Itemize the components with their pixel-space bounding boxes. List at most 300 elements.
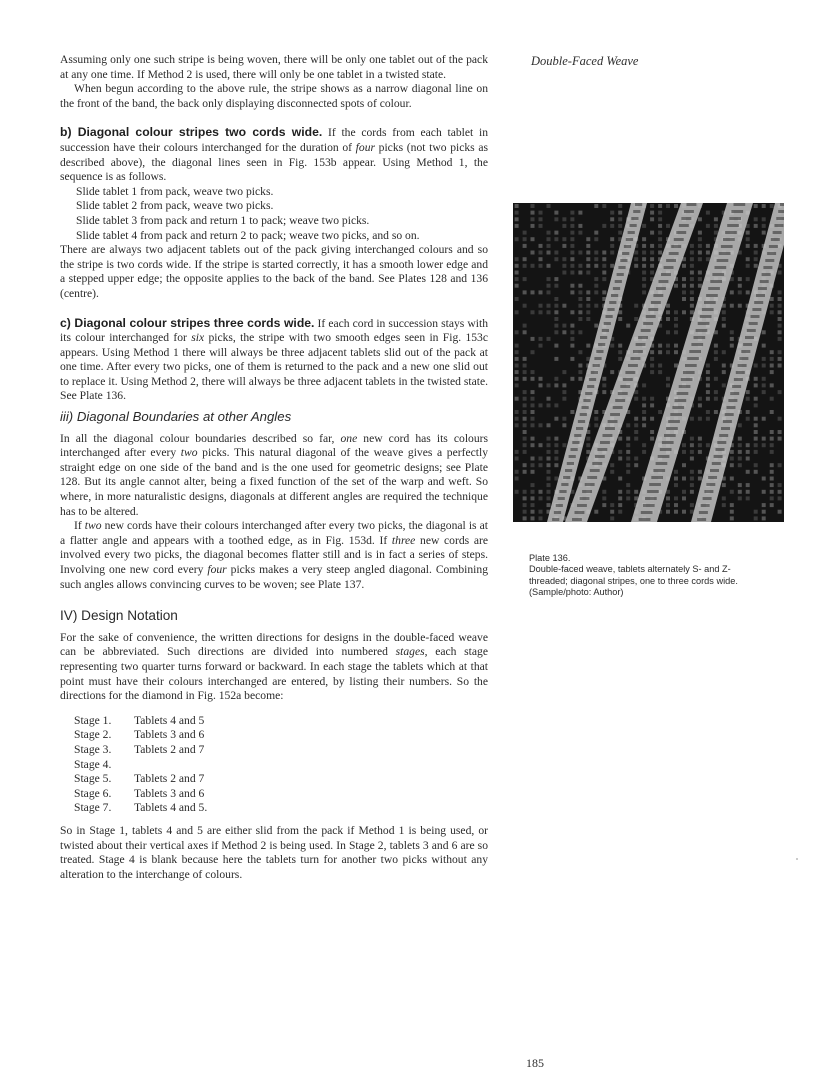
weave-texture-dot <box>722 503 726 507</box>
stripe-texture-mark <box>728 399 737 402</box>
weave-texture-dot <box>682 450 686 454</box>
stripe-texture-mark <box>597 448 607 451</box>
stripe-texture-mark <box>611 294 618 297</box>
weave-texture-dot <box>698 231 702 235</box>
stripe-texture-mark <box>666 259 676 262</box>
weave-texture-dot <box>531 503 535 507</box>
weave-texture-dot <box>515 364 519 368</box>
weave-texture-dot <box>554 277 558 281</box>
weave-texture-dot <box>666 383 670 387</box>
weave-texture-dot <box>523 290 527 294</box>
weave-texture-dot <box>547 457 551 461</box>
stripe-texture-mark <box>704 301 716 304</box>
weave-texture-dot <box>515 224 519 228</box>
weave-texture-dot <box>626 496 630 500</box>
weave-texture-dot <box>698 403 702 407</box>
plate-title: Plate 136. <box>529 553 571 563</box>
weave-texture-dot <box>690 310 694 314</box>
weave-texture-dot <box>770 437 774 441</box>
weave-texture-dot <box>531 204 535 208</box>
weave-texture-dot <box>770 443 774 447</box>
weave-texture-dot <box>770 410 774 414</box>
stripe-texture-mark <box>727 224 739 227</box>
stripe-texture-mark <box>628 364 638 367</box>
weave-texture-dot <box>730 510 734 514</box>
weave-texture-dot <box>523 423 527 427</box>
weave-texture-dot <box>754 450 758 454</box>
weave-texture-dot <box>570 211 574 215</box>
weave-texture-dot <box>770 503 774 507</box>
weave-texture-dot <box>770 310 774 314</box>
weave-texture-dot <box>618 496 622 500</box>
weave-texture-dot <box>515 344 519 348</box>
stripe-texture-mark <box>675 399 687 402</box>
weave-texture-dot <box>562 217 566 221</box>
weave-texture-dot <box>602 496 606 500</box>
weave-texture-dot <box>554 297 558 301</box>
weave-texture-dot <box>531 370 535 374</box>
weave-texture-dot <box>586 310 590 314</box>
weave-texture-dot <box>602 224 606 228</box>
section-iv-paragraph-2: So in Stage 1, tablets 4 and 5 are either slid from the pack if Method 1 is being used, or twisted about their vertical axes if Method 2 is being used. In Stage 2, tablets 3 and 6 are so treated. Stage 4 is blank because here the tablets turn for another two picks without any alteration to the interchange of colours. <box>60 823 488 881</box>
weave-texture-dot <box>523 437 527 441</box>
weave-texture-dot <box>690 437 694 441</box>
list-item: Slide tablet 1 from pack, weave two picks. <box>76 184 274 198</box>
weave-texture-dot <box>658 237 662 241</box>
weave-texture-dot <box>738 496 742 500</box>
weave-texture-dot <box>586 290 590 294</box>
weave-texture-dot <box>634 390 638 394</box>
weave-texture-dot <box>523 403 527 407</box>
weave-texture-dot <box>578 231 582 235</box>
weave-texture-dot <box>746 470 750 474</box>
stripe-texture-mark <box>577 504 587 507</box>
weave-texture-dot <box>618 224 622 228</box>
weave-texture-dot <box>515 350 519 354</box>
stripe-texture-mark <box>628 231 635 234</box>
stripe-texture-mark <box>780 203 784 206</box>
weave-texture-dot <box>762 224 766 228</box>
weave-texture-dot <box>523 257 527 261</box>
weave-texture-dot <box>666 304 670 308</box>
weave-texture-dot <box>515 490 519 494</box>
weave-texture-dot <box>690 290 694 294</box>
weave-texture-dot <box>570 271 574 275</box>
weave-texture-dot <box>738 284 742 288</box>
weave-texture-dot <box>770 496 774 500</box>
weave-texture-dot <box>570 290 574 294</box>
weave-texture-dot <box>770 397 774 401</box>
weave-texture-dot <box>778 310 782 314</box>
weave-texture-dot <box>754 257 758 261</box>
table-row: Stage 7. Tablets 4 and 5. <box>74 801 208 815</box>
weave-texture-dot <box>650 417 654 421</box>
weave-texture-dot <box>682 310 686 314</box>
weave-texture-dot <box>539 251 543 255</box>
weave-texture-dot <box>666 344 670 348</box>
weave-texture-dot <box>515 257 519 261</box>
stripe-texture-mark <box>685 364 697 367</box>
weave-texture-dot <box>642 403 646 407</box>
weave-texture-dot <box>594 423 598 427</box>
page-speck <box>796 858 798 860</box>
weave-texture-dot <box>642 410 646 414</box>
stripe-texture-mark <box>767 252 776 255</box>
stripe-texture-mark <box>771 238 780 241</box>
weave-texture-dot <box>547 397 551 401</box>
stripe-texture-mark <box>590 469 600 472</box>
weave-texture-dot <box>738 483 742 487</box>
weave-texture-dot <box>754 443 758 447</box>
weave-texture-dot <box>746 264 750 268</box>
weave-texture-dot <box>554 237 558 241</box>
weave-texture-dot <box>746 490 750 494</box>
weave-texture-dot <box>674 350 678 354</box>
stripe-texture-mark <box>554 511 561 514</box>
weave-texture-dot <box>602 383 606 387</box>
weave-texture-dot <box>554 284 558 288</box>
weave-texture-dot <box>602 251 606 255</box>
weave-texture-dot <box>650 397 654 401</box>
weave-texture-dot <box>706 443 710 447</box>
stripe-texture-mark <box>681 378 693 381</box>
weave-texture-dot <box>698 477 702 481</box>
weave-texture-dot <box>618 310 622 314</box>
stripe-texture-mark <box>729 217 741 220</box>
weave-texture-dot <box>778 317 782 321</box>
weave-texture-dot <box>531 377 535 381</box>
stripe-texture-mark <box>589 378 596 381</box>
weave-texture-dot <box>547 204 551 208</box>
weave-texture-dot <box>626 423 630 427</box>
weave-texture-dot <box>770 490 774 494</box>
weave-texture-dot <box>634 430 638 434</box>
weave-texture-dot <box>570 410 574 414</box>
weave-texture-dot <box>531 217 535 221</box>
weave-texture-dot <box>610 344 614 348</box>
weave-texture-dot <box>634 257 638 261</box>
stripe-texture-mark <box>684 210 694 213</box>
weave-texture-dot <box>754 224 758 228</box>
plate-136-photo <box>513 203 784 522</box>
weave-texture-dot <box>642 224 646 228</box>
weave-texture-dot <box>594 417 598 421</box>
section-b-paragraph <box>60 125 488 184</box>
weave-texture-dot <box>594 324 598 328</box>
weave-texture-dot <box>539 217 543 221</box>
weave-texture-dot <box>650 217 654 221</box>
weave-texture-dot <box>754 251 758 255</box>
weave-texture-dot <box>762 503 766 507</box>
stripe-texture-mark <box>775 224 784 227</box>
section-c-text-2: picks, the stripe with two smooth edges seen in Fig. 153c appears. Using Method 1 there will always be three adjacent tablets slid out of the pack at one time. After every two picks, one of them is returned to the pack and a new one slid out to replace it. Using Method 2, there will always be three adjacent tablets in the twisted state. See Plate 136. <box>60 331 488 403</box>
stripe-texture-mark <box>615 399 625 402</box>
weave-texture-dot <box>578 264 582 268</box>
weave-texture-dot <box>778 483 782 487</box>
stripe-texture-mark <box>582 490 592 493</box>
stripe-texture-mark <box>602 329 609 332</box>
stripe-texture-mark <box>645 497 657 500</box>
weave-texture-dot <box>682 264 686 268</box>
weave-texture-dot <box>531 496 535 500</box>
weave-texture-dot <box>602 257 606 261</box>
list-item: Slide tablet 2 from pack, weave two picks. <box>76 199 274 213</box>
weave-texture-dot <box>650 244 654 248</box>
weave-texture-dot <box>523 324 527 328</box>
stripe-texture-mark <box>585 483 595 486</box>
weave-texture-dot <box>515 377 519 381</box>
weave-texture-dot <box>714 350 718 354</box>
weave-texture-dot <box>690 304 694 308</box>
weave-texture-dot <box>578 370 582 374</box>
weave-texture-dot <box>626 463 630 467</box>
weave-texture-dot <box>634 251 638 255</box>
weave-texture-dot <box>730 490 734 494</box>
weave-texture-dot <box>746 277 750 281</box>
weave-texture-dot <box>730 450 734 454</box>
section-iv-paragraph-1: For the sake of convenience, the written directions for designs in the double-faced weave can be abbreviated. Such directions are divided into numbered stages, each stage representing two quarter turns forward or backward. In each stage the tablets which at that point must have their colours interchanged are entered, by listing their numbers. So the directions for the diamond in Fig. 152a become: <box>60 630 488 703</box>
weave-texture-dot <box>634 417 638 421</box>
weave-texture-dot <box>554 383 558 387</box>
table-row: Stage 6. Tablets 3 and 6 <box>74 786 205 800</box>
stripe-texture-mark <box>556 504 563 507</box>
weave-texture-dot <box>523 277 527 281</box>
weave-texture-dot <box>531 510 535 514</box>
weave-texture-dot <box>738 290 742 294</box>
weave-texture-dot <box>778 290 782 294</box>
weave-texture-dot <box>570 264 574 268</box>
weave-texture-dot <box>690 477 694 481</box>
weave-texture-dot <box>634 397 638 401</box>
weave-texture-dot <box>531 211 535 215</box>
weave-texture-dot <box>682 297 686 301</box>
weave-texture-dot <box>578 211 582 215</box>
stripe-texture-mark <box>668 420 680 423</box>
stripe-texture-mark <box>618 392 628 395</box>
weave-texture-dot <box>594 237 598 241</box>
weave-texture-dot <box>666 490 670 494</box>
stripe-texture-mark <box>641 511 653 514</box>
section-c-emphasis: six <box>191 331 205 345</box>
weave-texture-dot <box>658 410 662 414</box>
section-b-heading: b) Diagonal colour stripes two cords wide. <box>60 125 323 140</box>
weave-texture-dot <box>586 344 590 348</box>
weave-texture-dot <box>554 377 558 381</box>
weave-texture-dot <box>714 344 718 348</box>
weave-texture-dot <box>547 463 551 467</box>
weave-texture-dot <box>754 377 758 381</box>
stripe-texture-mark <box>647 490 659 493</box>
weave-texture-dot <box>618 477 622 481</box>
weave-texture-dot <box>698 251 702 255</box>
weave-texture-dot <box>746 496 750 500</box>
weave-texture-dot <box>746 457 750 461</box>
weave-texture-dot <box>547 490 551 494</box>
weave-texture-dot <box>674 510 678 514</box>
weave-texture-dot <box>618 490 622 494</box>
weave-texture-dot <box>666 310 670 314</box>
stripe-texture-mark <box>603 434 613 437</box>
weave-texture-dot <box>722 310 726 314</box>
weave-texture-dot <box>738 457 742 461</box>
weave-texture-dot <box>531 417 535 421</box>
weave-texture-dot <box>523 443 527 447</box>
weave-texture-dot <box>602 290 606 294</box>
weave-texture-dot <box>674 324 678 328</box>
woven-band-image <box>513 203 784 522</box>
weave-texture-dot <box>610 470 614 474</box>
weave-texture-dot <box>674 483 678 487</box>
stripe-texture-mark <box>561 483 568 486</box>
weave-texture-dot <box>650 357 654 361</box>
weave-texture-dot <box>523 430 527 434</box>
weave-texture-dot <box>539 423 543 427</box>
weave-texture-dot <box>746 417 750 421</box>
weave-texture-dot <box>626 483 630 487</box>
weave-texture-dot <box>738 423 742 427</box>
weave-texture-dot <box>650 350 654 354</box>
weave-texture-dot <box>626 450 630 454</box>
weave-texture-dot <box>515 410 519 414</box>
stripe-texture-mark <box>585 392 592 395</box>
stripe-texture-mark <box>660 448 672 451</box>
weave-texture-dot <box>762 377 766 381</box>
weave-texture-dot <box>515 477 519 481</box>
weave-texture-dot <box>650 370 654 374</box>
weave-texture-dot <box>650 251 654 255</box>
list-item: Slide tablet 3 from pack and return 1 to pack; weave two picks. <box>76 213 370 227</box>
weave-texture-dot <box>523 496 527 500</box>
weave-texture-dot <box>554 317 558 321</box>
table-row: Stage 5. Tablets 2 and 7 <box>74 772 205 786</box>
stripe-texture-mark <box>592 462 602 465</box>
stripe-texture-mark <box>653 294 663 297</box>
weave-texture-dot <box>610 264 614 268</box>
weave-texture-dot <box>554 403 558 407</box>
stripe-texture-mark <box>752 308 761 311</box>
weave-texture-dot <box>746 244 750 248</box>
weave-texture-dot <box>770 370 774 374</box>
weave-texture-dot <box>658 244 662 248</box>
weave-texture-dot <box>658 344 662 348</box>
paragraph-intro-2: When begun according to the above rule, the stripe shows as a narrow diagonal line on the front of the band, the back only displaying disconnected spots of colour. <box>60 82 488 110</box>
weave-texture-dot <box>634 437 638 441</box>
weave-texture-dot <box>762 516 766 520</box>
stripe-texture-mark <box>679 224 689 227</box>
stripe-texture-mark <box>607 308 614 311</box>
weave-texture-dot <box>778 357 782 361</box>
weave-texture-dot <box>738 450 742 454</box>
stripe-texture-mark <box>569 455 576 458</box>
weave-texture-dot <box>642 284 646 288</box>
weave-texture-dot <box>714 377 718 381</box>
weave-texture-dot <box>698 450 702 454</box>
weave-texture-dot <box>515 297 519 301</box>
weave-texture-dot <box>690 271 694 275</box>
weave-texture-dot <box>682 290 686 294</box>
weave-texture-dot <box>531 423 535 427</box>
weave-texture-dot <box>547 304 551 308</box>
weave-texture-dot <box>523 304 527 308</box>
weave-texture-dot <box>690 443 694 447</box>
stripe-texture-mark <box>734 378 743 381</box>
weave-texture-dot <box>554 443 558 447</box>
stripe-texture-mark <box>723 238 735 241</box>
weave-texture-dot <box>778 496 782 500</box>
stripe-texture-mark <box>760 280 769 283</box>
weave-texture-dot <box>666 224 670 228</box>
weave-texture-dot <box>570 237 574 241</box>
weave-texture-dot <box>762 437 766 441</box>
stripe-texture-mark <box>661 273 671 276</box>
weave-texture-dot <box>602 377 606 381</box>
weave-texture-dot <box>770 357 774 361</box>
weave-texture-dot <box>634 317 638 321</box>
weave-texture-dot <box>539 403 543 407</box>
weave-texture-dot <box>634 463 638 467</box>
weave-texture-dot <box>515 271 519 275</box>
weave-texture-dot <box>690 277 694 281</box>
stripe-texture-mark <box>571 448 578 451</box>
stripe-texture-mark <box>656 287 666 290</box>
stripe-texture-mark <box>580 497 590 500</box>
weave-texture-dot <box>658 251 662 255</box>
table-row: Stage 2. Tablets 3 and 6 <box>74 728 205 742</box>
weave-texture-dot <box>642 417 646 421</box>
weave-texture-dot <box>650 211 654 215</box>
weave-texture-dot <box>762 217 766 221</box>
weave-texture-dot <box>531 310 535 314</box>
weave-texture-dot <box>570 330 574 334</box>
weave-texture-dot <box>523 490 527 494</box>
stripe-texture-mark <box>758 287 767 290</box>
weave-texture-dot <box>682 443 686 447</box>
weave-texture-dot <box>770 204 774 208</box>
stripe-texture-mark <box>635 203 642 206</box>
weave-texture-dot <box>562 257 566 261</box>
section-c-paragraph <box>60 316 488 405</box>
weave-texture-dot <box>515 470 519 474</box>
weave-texture-dot <box>539 457 543 461</box>
weave-texture-dot <box>523 417 527 421</box>
stripe-texture-mark <box>576 427 583 430</box>
table-row: Stage 4. <box>74 757 112 771</box>
weave-texture-dot <box>547 264 551 268</box>
weave-texture-dot <box>626 457 630 461</box>
weave-texture-dot <box>770 364 774 368</box>
weave-texture-dot <box>618 457 622 461</box>
weave-texture-dot <box>618 350 622 354</box>
stripe-texture-mark <box>738 364 747 367</box>
weave-texture-dot <box>523 470 527 474</box>
weave-texture-dot <box>547 403 551 407</box>
stripe-texture-mark <box>593 364 600 367</box>
weave-texture-dot <box>586 271 590 275</box>
weave-texture-dot <box>674 496 678 500</box>
weave-texture-dot <box>706 370 710 374</box>
weave-texture-dot <box>554 437 558 441</box>
weave-texture-dot <box>523 370 527 374</box>
stripe-texture-mark <box>725 413 734 416</box>
weave-texture-dot <box>547 284 551 288</box>
stripe-texture-mark <box>679 385 691 388</box>
stripe-texture-mark <box>651 301 661 304</box>
weave-texture-dot <box>714 357 718 361</box>
weave-texture-dot <box>762 443 766 447</box>
weave-texture-dot <box>594 231 598 235</box>
weave-texture-dot <box>562 390 566 394</box>
stripe-texture-mark <box>762 273 771 276</box>
